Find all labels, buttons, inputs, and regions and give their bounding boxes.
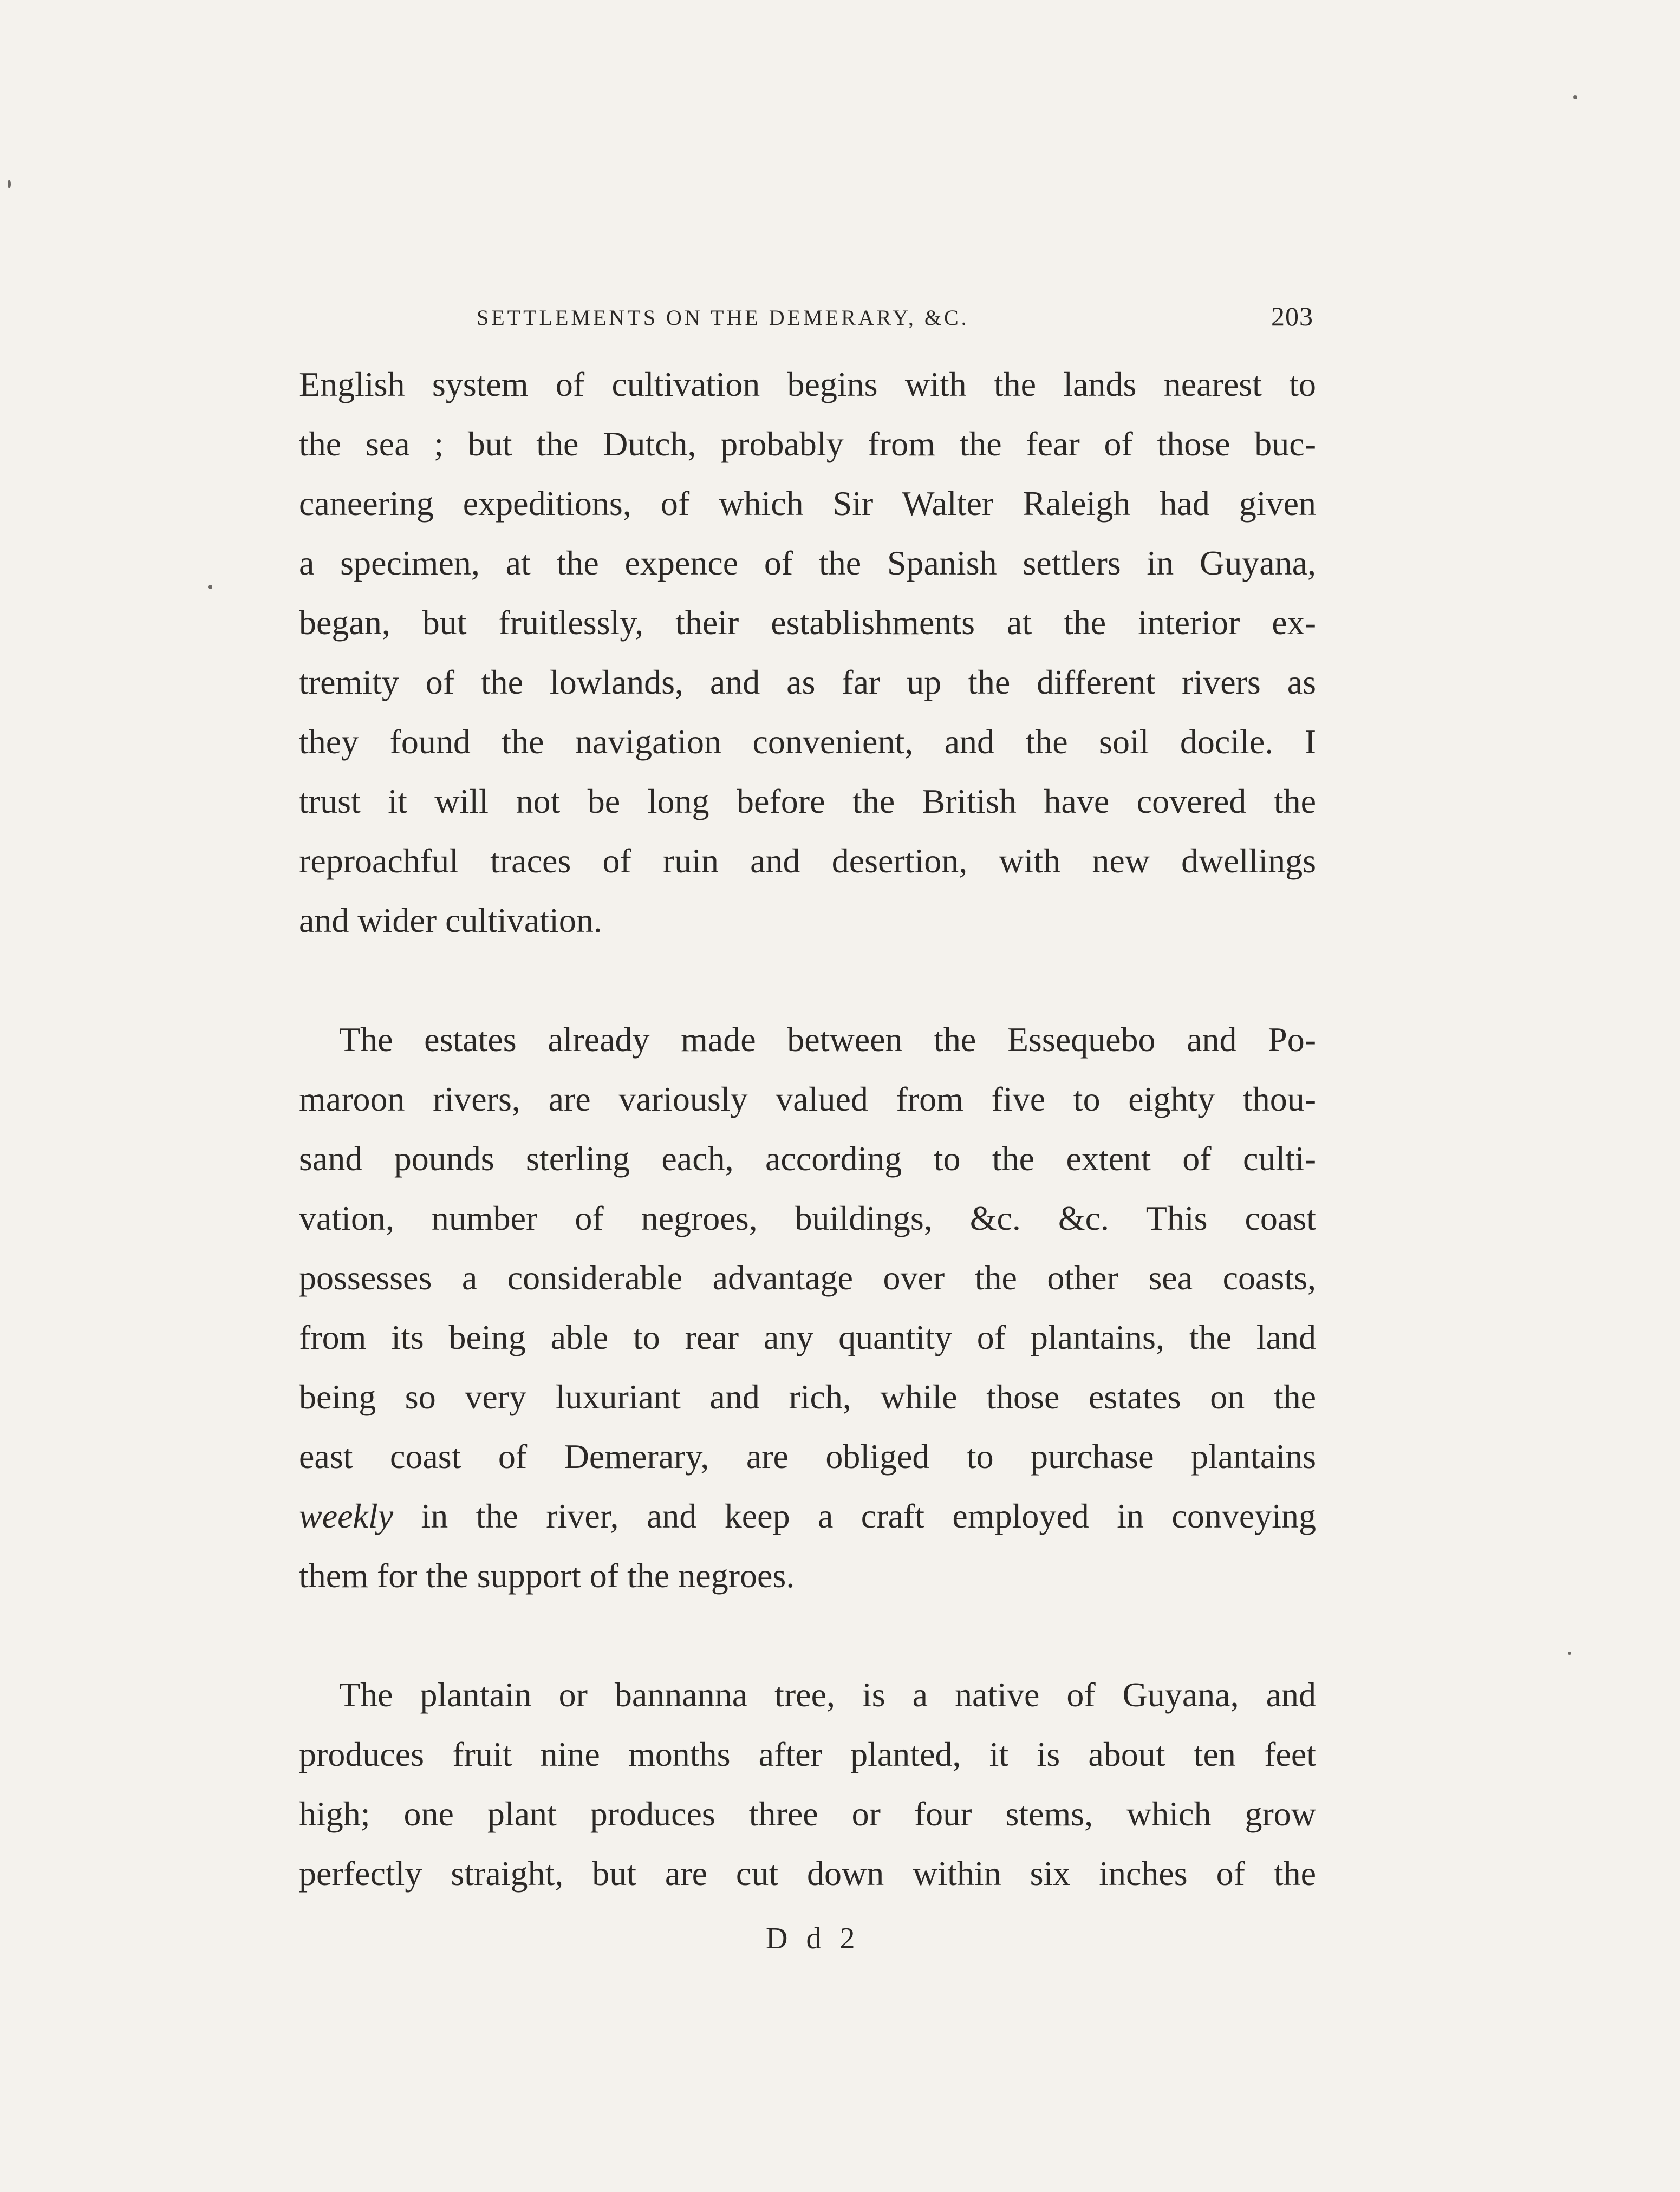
text-line: trust it will not be long before the British have covered the (299, 782, 1316, 820)
signature-mark: D d 2 (766, 1922, 861, 1955)
text-line: English system of cultivation begins with the lands nearest to (299, 365, 1316, 403)
paragraph (299, 1010, 1316, 1606)
page-number: 203 (1271, 301, 1313, 331)
text-line: possesses a considerable advantage over the other sea coasts, (299, 1258, 1316, 1297)
running-title: SETTLEMENTS ON THE DEMERARY, &C. (477, 305, 969, 330)
text-line: they found the navigation convenient, and the soil docile. I (299, 722, 1316, 761)
text-line: east coast of Demerary, are obliged to purchase plantains (299, 1437, 1316, 1476)
paper-speck (1573, 95, 1577, 99)
text-line: a specimen, at the expence of the Spanish settlers in Guyana, (299, 544, 1316, 582)
paper-speck (208, 585, 212, 589)
text-line: reproachful traces of ruin and desertion, with new dwellings (299, 841, 1316, 880)
text-line: the sea ; but the Dutch, probably from the fear of those buc- (299, 425, 1316, 463)
paper-speck (8, 180, 11, 188)
text-line: maroon rivers, are variously valued from five to eighty thou- (299, 1080, 1316, 1118)
text-line: caneering expeditions, of which Sir Walter Raleigh had given (299, 484, 1316, 523)
paragraph (299, 355, 1316, 950)
text-line: them for the support of the negroes. (299, 1556, 795, 1595)
paragraph-spacer (299, 1606, 1316, 1665)
text-line: from its being able to rear any quantity of plantains, the land (299, 1318, 1316, 1356)
text-line: being so very luxuriant and rich, while those estates on the (299, 1378, 1316, 1416)
text-line: began, but fruitlessly, their establishments at the interior ex- (299, 603, 1316, 642)
body-text (299, 355, 1316, 1903)
text-line: tremity of the lowlands, and as far up the different rivers as (299, 663, 1316, 701)
text-line: produces fruit nine months after planted, it is about ten feet (299, 1735, 1316, 1773)
text-line: vation, number of negroes, buildings, &c. &c. This coast (299, 1199, 1316, 1237)
text-line: The plantain or bannanna tree, is a native of Guyana, and (339, 1675, 1316, 1714)
text-line: sand pounds sterling each, according to the extent of culti- (299, 1139, 1316, 1178)
text-line: and wider cultivation. (299, 901, 602, 940)
text-line: The estates already made between the Essequebo and Po- (339, 1020, 1316, 1059)
paragraph-spacer (299, 950, 1316, 1010)
text-line: high; one plant produces three or four stems, which grow (299, 1795, 1316, 1833)
text-line (299, 1486, 1316, 1546)
text-line-rest: in the river, and keep a craft employed in conveying (393, 1497, 1316, 1535)
italic-word: weekly (299, 1497, 394, 1535)
running-head (301, 301, 1313, 338)
paragraph (299, 1665, 1316, 1903)
paper-speck (1568, 1652, 1571, 1655)
text-line: perfectly straight, but are cut down within six inches of the (299, 1854, 1316, 1893)
